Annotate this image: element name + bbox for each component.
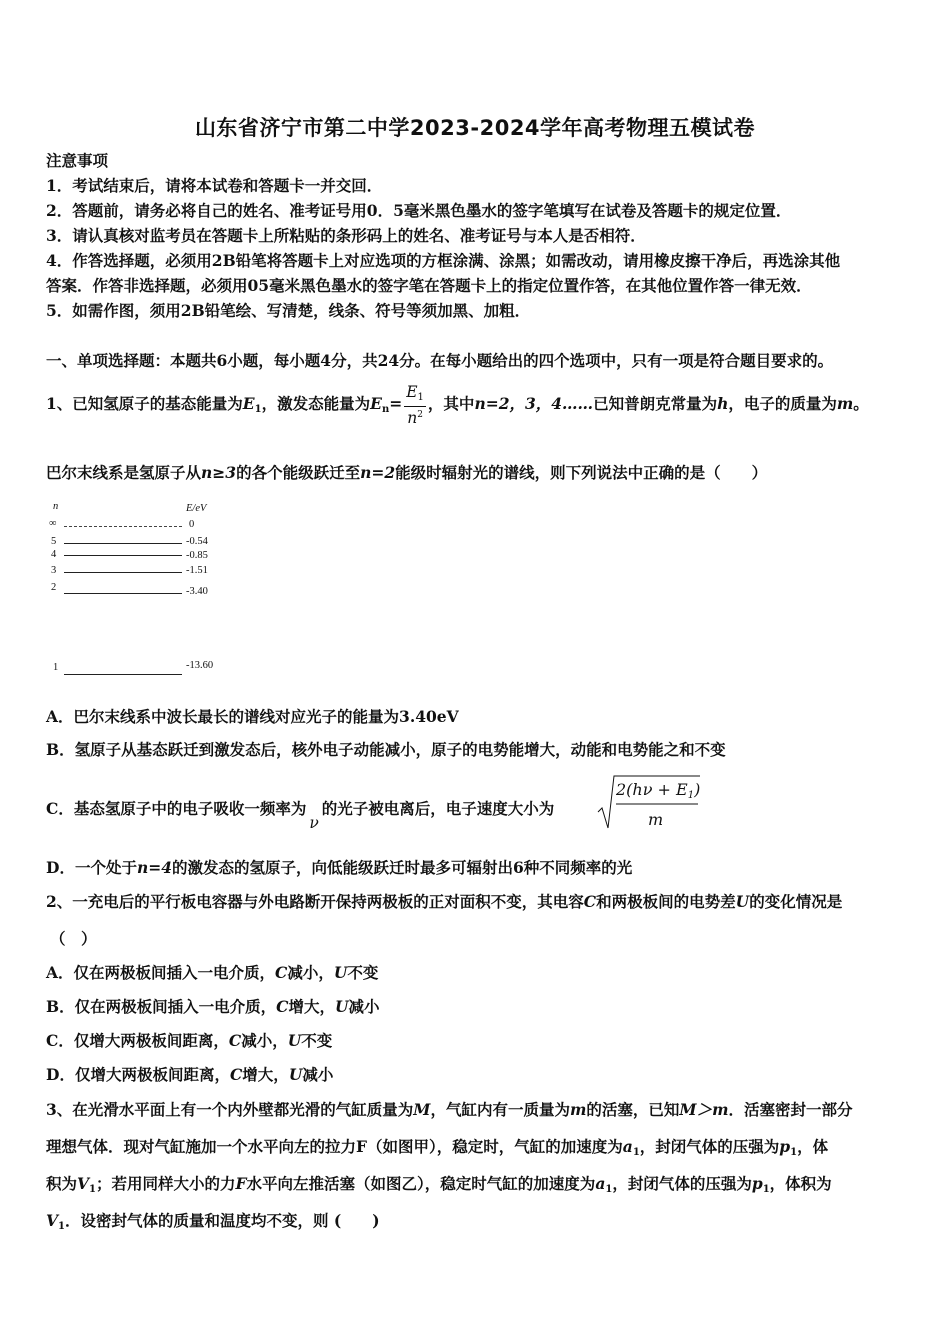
- level-line-4: [64, 555, 182, 556]
- question-2-option-a: A．仅在两极板间插入一电介质，C减小，U不变: [46, 963, 379, 982]
- question-1-option-d: D．一个处于n=4的激发态的氢原子，向低能级跃迁时最多可辐射出6种不同频率的光: [46, 858, 633, 877]
- question-2-option-d: D．仅增大两极板间距离，C增大，U减小: [46, 1065, 334, 1084]
- level-energy: 0: [189, 519, 195, 530]
- level-n: 3: [51, 565, 57, 576]
- notice-heading: 注意事项: [46, 151, 109, 170]
- level-line-inf: [64, 526, 182, 527]
- formula-denominator: m: [648, 810, 664, 829]
- notice-item: 答案．作答非选择题，必须用05毫米黑色墨水的签字笔在答题卡上的指定位置作答，在其他位置作答一律无效．: [46, 276, 812, 295]
- level-n: 2: [51, 582, 57, 593]
- level-n: ∞: [49, 518, 57, 529]
- level-energy: -13.60: [186, 660, 214, 671]
- section-heading: 一、单项选择题：本题共6小题，每小题4分，共24分。在每小题给出的四个选项中，只有一项是符合题目要求的。: [46, 351, 834, 370]
- question-1-stem-line2: 巴尔末线系是氢原子从n≥3的各个能级跃迁至n=2能级时辐射光的谱线，则下列说法中正确的是（ ）: [46, 463, 768, 482]
- level-line-1: [64, 674, 182, 675]
- notice-item: 4．作答选择题，必须用2B铅笔将答题卡上对应选项的方框涂满、涂黑；如需改动，请用橡皮擦干净后，再选涂其他: [46, 251, 841, 270]
- notice-item: 1．考试结束后，请将本试卷和答题卡一并交回．: [46, 176, 383, 195]
- level-n: 5: [51, 536, 57, 547]
- question-2-answer-blank: （ ）: [50, 929, 97, 948]
- question-3-line-1: 3、在光滑水平面上有一个内外壁都光滑的气缸质量为M，气缸内有一质量为m的活塞，已知M＞m．活塞密封一部分: [46, 1100, 853, 1119]
- question-2-option-b: B．仅在两极板间插入一电介质，C增大，U减小: [46, 997, 380, 1016]
- velocity-formula: [596, 772, 706, 832]
- level-energy: -0.85: [186, 550, 208, 561]
- diagram-e-label: E/eV: [186, 503, 207, 514]
- notice-item: 5．如需作图，须用2B铅笔绘、写清楚，线条、符号等须加黑、加粗．: [46, 301, 531, 320]
- notice-item: 3．请认真核对监考员在答题卡上所粘贴的条形码上的姓名、准考证号与本人是否相符．: [46, 226, 646, 245]
- question-2-option-c: C．仅增大两极板间距离，C减小，U不变: [46, 1031, 333, 1050]
- level-energy: -1.51: [186, 565, 208, 576]
- formula-numerator: 2(hν + E1): [616, 780, 701, 801]
- diagram-n-label: n: [53, 501, 59, 512]
- level-energy: -3.40: [186, 586, 208, 597]
- question-1-option-a: A．巴尔末线系中波长最长的谱线对应光子的能量为3.40eV: [46, 707, 459, 726]
- question-1-stem: 1、已知氢原子的基态能量为$E_1$，激发态能量为$E_n=$ $\frac{E_1}{n^2}$ ，其中n=2，3，4……已知普朗克常量为h，电子的质量为m。: [46, 383, 869, 428]
- question-2-stem: 2、一充电后的平行板电容器与外电路断开保持两极板的正对面积不变，其电容C和两极板间的电势差U的变化情况是: [46, 892, 843, 911]
- question-3-line-2: 理想气体．现对气缸施加一个水平向左的拉力F（如图甲），稳定时，气缸的加速度为$a_1$，封闭气体的压强为$p_1$，体: [46, 1137, 829, 1158]
- energy-level-diagram: [44, 498, 234, 683]
- notice-item: 2．答题前，请务必将自己的姓名、准考证号用0．5毫米黑色墨水的签字笔填写在试卷及答题卡的规定位置．: [46, 201, 792, 220]
- question-1-option-c: C．基态氢原子中的电子吸收一频率为ν的光子被电离后，电子速度大小为: [46, 799, 555, 832]
- question-3-line-3: 积为$V_1$；若用同样大小的力F水平向左推活塞（如图乙），稳定时气缸的加速度为$a_1$，封闭气体的压强为$p_1$，体积为: [46, 1174, 832, 1195]
- level-n: 1: [53, 662, 59, 673]
- level-n: 4: [51, 549, 57, 560]
- page-title: 山东省济宁市第二中学2023-2024学年高考物理五模试卷: [194, 116, 756, 140]
- question-3-line-4: $V_1$．设密封气体的质量和温度均不变，则 ( ): [46, 1211, 380, 1232]
- level-line-3: [64, 572, 182, 573]
- level-line-2: [64, 593, 182, 594]
- question-1-option-b: B．氢原子从基态跃迁到激发态后，核外电子动能减小，原子的电势能增大，动能和电势能之和不变: [46, 740, 726, 759]
- energy-fraction: $\frac{E_1}{n^2}$: [406, 383, 424, 428]
- level-energy: -0.54: [186, 536, 208, 547]
- level-line-5: [64, 543, 182, 544]
